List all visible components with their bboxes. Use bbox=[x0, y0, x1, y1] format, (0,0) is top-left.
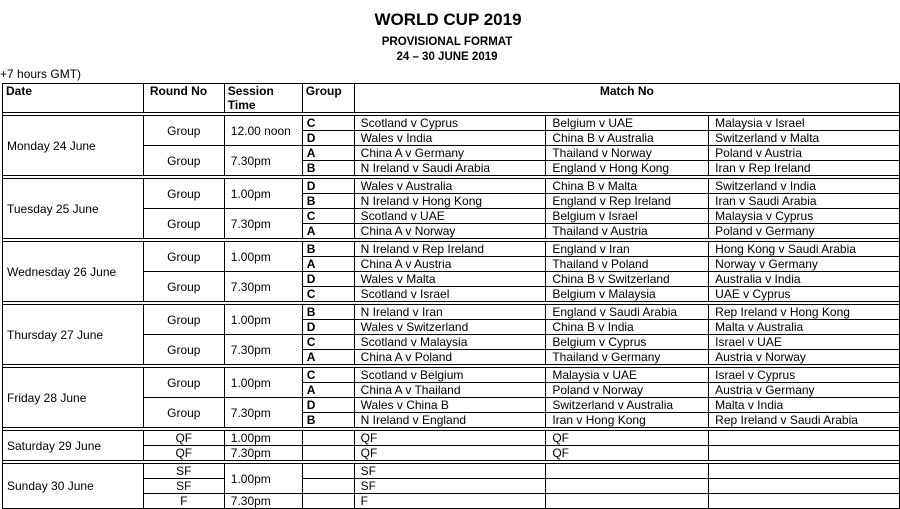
match-cell: Belgium v Cyprus bbox=[546, 335, 709, 350]
match-cell: England v Rep Ireland bbox=[546, 194, 709, 209]
day-date: Sunday 30 June bbox=[3, 464, 144, 509]
round-cell: Group bbox=[143, 272, 224, 302]
match-cell: China A v Poland bbox=[354, 350, 546, 365]
session-time: 1.00pm bbox=[224, 305, 302, 335]
match-cell: Scotland v Israel bbox=[354, 287, 546, 302]
match-cell: Switzerland v Australia bbox=[546, 398, 709, 413]
match-cell: China B v Australia bbox=[546, 131, 709, 146]
match-cell: Hong Kong v Saudi Arabia bbox=[709, 242, 900, 257]
header-round: Round No bbox=[143, 84, 224, 113]
session-time: 7.30pm bbox=[224, 494, 302, 509]
match-row bbox=[3, 242, 900, 257]
match-cell bbox=[709, 431, 900, 446]
group-letter: C bbox=[302, 368, 354, 383]
match-cell: Scotland v Belgium bbox=[354, 368, 546, 383]
match-cell: China A v Germany bbox=[354, 146, 546, 161]
round-cell: Group bbox=[143, 305, 224, 335]
match-cell bbox=[709, 446, 900, 461]
session-time: 7.30pm bbox=[224, 146, 302, 176]
header-group: Group bbox=[302, 84, 354, 113]
group-letter: C bbox=[302, 335, 354, 350]
match-cell: China B v Switzerland bbox=[546, 272, 709, 287]
round-cell: Group bbox=[143, 335, 224, 365]
document-title: WORLD CUP 2019 bbox=[374, 10, 522, 29]
group-letter: B bbox=[302, 305, 354, 320]
match-cell: Israel v Cyprus bbox=[709, 368, 900, 383]
day-date: Saturday 29 June bbox=[3, 431, 144, 461]
match-cell: Malaysia v Cyprus bbox=[709, 209, 900, 224]
match-cell: Iran v Rep Ireland bbox=[709, 161, 900, 176]
group-letter bbox=[302, 446, 354, 461]
day-date: Wednesday 26 June bbox=[3, 242, 144, 302]
match-cell: Australia v India bbox=[709, 272, 900, 287]
session-time: 12.00 noon bbox=[224, 116, 302, 146]
group-letter: B bbox=[302, 413, 354, 428]
match-cell: Malaysia v UAE bbox=[546, 368, 709, 383]
match-cell: Switzerland v India bbox=[709, 179, 900, 194]
group-letter: D bbox=[302, 398, 354, 413]
day-date: Friday 28 June bbox=[3, 368, 144, 428]
match-cell: Iran v Hong Kong bbox=[546, 413, 709, 428]
match-cell: Rep Ireland v Hong Kong bbox=[709, 305, 900, 320]
session-time: 7.30pm bbox=[224, 209, 302, 239]
round-cell: SF bbox=[143, 479, 224, 494]
match-cell: England v Iran bbox=[546, 242, 709, 257]
match-cell: China B v Malta bbox=[546, 179, 709, 194]
match-cell: N Ireland v Hong Kong bbox=[354, 194, 546, 209]
session-time: 1.00pm bbox=[224, 179, 302, 209]
match-cell: Belgium v UAE bbox=[546, 116, 709, 131]
session-time: 7.30pm bbox=[224, 272, 302, 302]
match-cell: QF bbox=[546, 431, 709, 446]
timezone-note: +7 hours GMT) bbox=[0, 67, 82, 81]
match-cell: Austria v Germany bbox=[709, 383, 900, 398]
round-cell: Group bbox=[143, 116, 224, 146]
match-cell: Poland v Norway bbox=[546, 383, 709, 398]
match-cell: Wales v Switzerland bbox=[354, 320, 546, 335]
match-cell: N Ireland v Rep Ireland bbox=[354, 242, 546, 257]
match-cell: Rep Ireland v Saudi Arabia bbox=[709, 413, 900, 428]
round-cell: QF bbox=[143, 431, 224, 446]
match-row bbox=[3, 368, 900, 383]
match-cell: Wales v Australia bbox=[354, 179, 546, 194]
group-letter: A bbox=[302, 146, 354, 161]
group-letter: A bbox=[302, 257, 354, 272]
match-cell bbox=[709, 464, 900, 479]
session-time: 1.00pm bbox=[224, 368, 302, 398]
header-row bbox=[3, 84, 900, 113]
round-cell: QF bbox=[143, 446, 224, 461]
match-cell: QF bbox=[354, 431, 546, 446]
group-letter: B bbox=[302, 242, 354, 257]
day-date: Thursday 27 June bbox=[3, 305, 144, 365]
session-time: 7.30pm bbox=[224, 398, 302, 428]
group-letter bbox=[302, 479, 354, 494]
header-session-time: Session Time bbox=[224, 84, 302, 113]
match-cell: SF bbox=[354, 464, 546, 479]
match-cell bbox=[546, 464, 709, 479]
match-cell: F bbox=[354, 494, 546, 509]
match-cell: Scotland v Cyprus bbox=[354, 116, 546, 131]
knockout-row bbox=[3, 431, 900, 446]
match-cell: Wales v Malta bbox=[354, 272, 546, 287]
match-cell: Poland v Austria bbox=[709, 146, 900, 161]
group-letter: B bbox=[302, 161, 354, 176]
match-cell: QF bbox=[354, 446, 546, 461]
day-date: Tuesday 25 June bbox=[3, 179, 144, 239]
match-cell: Wales v China B bbox=[354, 398, 546, 413]
round-cell: Group bbox=[143, 368, 224, 398]
match-cell: QF bbox=[546, 446, 709, 461]
match-cell: Norway v Germany bbox=[709, 257, 900, 272]
match-cell: Thailand v Austria bbox=[546, 224, 709, 239]
match-cell: Thailand v Norway bbox=[546, 146, 709, 161]
match-cell: Belgium v Malaysia bbox=[546, 287, 709, 302]
round-cell: Group bbox=[143, 398, 224, 428]
round-cell: F bbox=[143, 494, 224, 509]
match-cell: Belgium v Israel bbox=[546, 209, 709, 224]
match-row bbox=[3, 116, 900, 131]
group-letter: A bbox=[302, 383, 354, 398]
match-cell: SF bbox=[354, 479, 546, 494]
round-cell: Group bbox=[143, 146, 224, 176]
match-cell: N Ireland v Saudi Arabia bbox=[354, 161, 546, 176]
group-letter bbox=[302, 431, 354, 446]
round-cell: SF bbox=[143, 464, 224, 479]
header-match-no: Match No bbox=[354, 84, 899, 113]
group-letter: C bbox=[302, 209, 354, 224]
match-cell: N Ireland v Iran bbox=[354, 305, 546, 320]
round-cell: Group bbox=[143, 242, 224, 272]
session-time: 1.00pm bbox=[224, 464, 302, 494]
header-date: Date bbox=[3, 84, 144, 113]
match-cell bbox=[709, 479, 900, 494]
session-time: 7.30pm bbox=[224, 446, 302, 461]
match-cell: Scotland v UAE bbox=[354, 209, 546, 224]
document-subtitle: PROVISIONAL FORMAT bbox=[381, 36, 513, 48]
group-letter: A bbox=[302, 350, 354, 365]
match-row bbox=[3, 179, 900, 194]
group-letter: C bbox=[302, 116, 354, 131]
session-time: 7.30pm bbox=[224, 335, 302, 365]
session-time: 1.00pm bbox=[224, 431, 302, 446]
group-letter: D bbox=[302, 320, 354, 335]
document-dates: 24 – 30 JUNE 2019 bbox=[396, 51, 498, 63]
group-letter: D bbox=[302, 131, 354, 146]
match-cell: Iran v Saudi Arabia bbox=[709, 194, 900, 209]
match-cell: England v Saudi Arabia bbox=[546, 305, 709, 320]
knockout-row bbox=[3, 464, 900, 479]
match-cell: Malta v Australia bbox=[709, 320, 900, 335]
match-cell: Thailand v Poland bbox=[546, 257, 709, 272]
match-row bbox=[3, 305, 900, 320]
match-cell: Malta v India bbox=[709, 398, 900, 413]
match-cell bbox=[546, 479, 709, 494]
match-cell: Austria v Norway bbox=[709, 350, 900, 365]
round-cell: Group bbox=[143, 179, 224, 209]
group-letter: B bbox=[302, 194, 354, 209]
round-cell: Group bbox=[143, 209, 224, 239]
match-cell: Thailand v Germany bbox=[546, 350, 709, 365]
match-cell: Scotland v Malaysia bbox=[354, 335, 546, 350]
day-date: Monday 24 June bbox=[3, 116, 144, 176]
match-cell: Poland v Germany bbox=[709, 224, 900, 239]
match-cell: Malaysia v Israel bbox=[709, 116, 900, 131]
match-cell: China A v Norway bbox=[354, 224, 546, 239]
group-letter: C bbox=[302, 287, 354, 302]
group-letter bbox=[302, 464, 354, 479]
match-cell: China B v India bbox=[546, 320, 709, 335]
match-cell: N Ireland v England bbox=[354, 413, 546, 428]
match-cell: Israel v UAE bbox=[709, 335, 900, 350]
match-cell: China A v Thailand bbox=[354, 383, 546, 398]
match-cell: UAE v Cyprus bbox=[709, 287, 900, 302]
match-cell: Switzerland v Malta bbox=[709, 131, 900, 146]
group-letter: D bbox=[302, 272, 354, 287]
match-cell: England v Hong Kong bbox=[546, 161, 709, 176]
schedule-table bbox=[2, 83, 900, 509]
group-letter: A bbox=[302, 224, 354, 239]
session-time: 1.00pm bbox=[224, 242, 302, 272]
match-cell: China A v Austria bbox=[354, 257, 546, 272]
match-cell: Wales v India bbox=[354, 131, 546, 146]
group-letter: D bbox=[302, 179, 354, 194]
